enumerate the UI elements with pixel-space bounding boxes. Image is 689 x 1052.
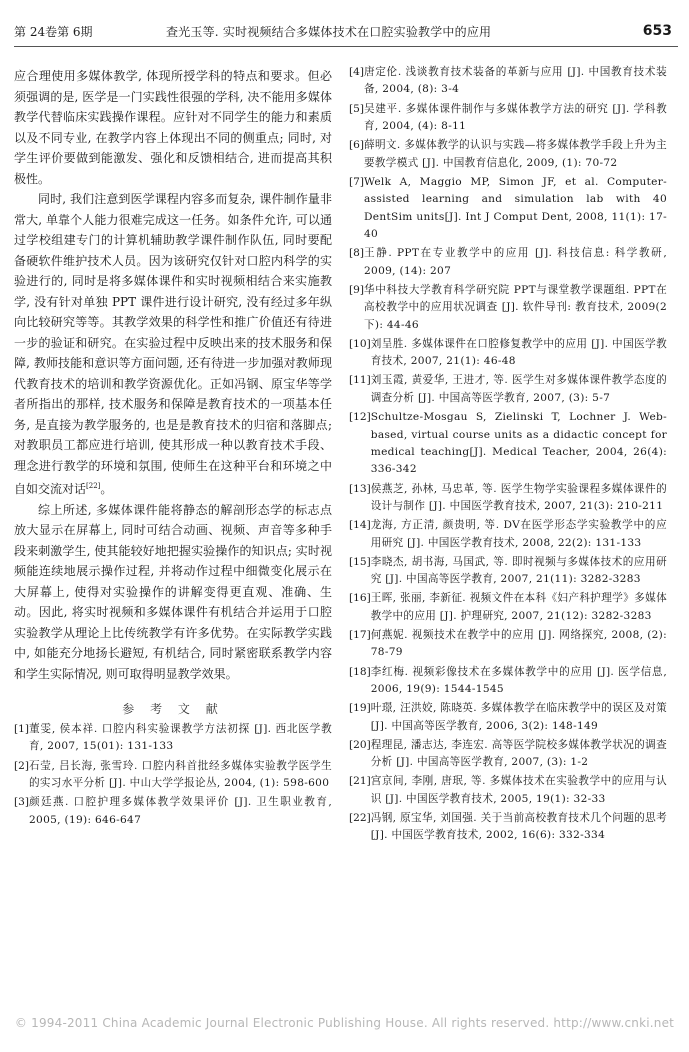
reference-number: [18] <box>349 665 371 678</box>
reference-item <box>349 517 667 552</box>
reference-item <box>349 409 667 479</box>
reference-item <box>349 664 667 699</box>
reference-number: [11] <box>349 374 371 387</box>
reference-text: 叶璟, 汪洪姣, 陈晓英. 多媒体教学在临床教学中的误区及对策 [J]. 中国高等医学教育, 2006, 3(2): 148-149 <box>370 702 667 732</box>
reference-number: [6] <box>349 139 365 152</box>
body-paragraph-2-text: 同时, 我们注意到医学课程内容多而复杂, 课件制作量非常大, 单靠个人能力很难完成这一任务。如条件允许, 可以通过学校组建专门的计算机辅助教学课件制作队伍, 同时要配备硬软件维护技术人员。因为该研究仅针对口腔内科学的实验进行的, 同时是将多媒体课件和实时视频相结合来实施教学, 没有针对单独 PPT 课件进行设计研究, 没有经过多年纵向比较研究等等。其教学效果的科学性和推广价值还有待进一步的验证和研究。在实验过程中反映出来的技术服务和保障, 教师技能和意识等方面问题, 还有待进一步加强对教师现代教育技术的培训和教学资源优化。正如冯钢、原宝华等学者所指出的那样, 技术服务和保障是教育技术的一项基本任务, 是直接为教学服务的, 也是是教育技术的归宿和落脚点; 对教职员工都应进行培训, 使其形成一种以教育技术手段、理念进行教学的环境和氛围, 使师生在这种平台和环境之中自如交流对话 <box>14 192 332 496</box>
reference-number: [8] <box>349 247 365 260</box>
reference-text: 薛明文. 多媒体教学的认识与实践—将多媒体教学手段上升为主要教学模式 [J]. 中国教育信息化, 2009, (1): 70-72 <box>364 139 667 169</box>
reference-number: [15] <box>349 555 371 568</box>
reference-text: Schultze-Mosgau S, Zielinski T, Lochner J. Web-based, virtual course units as a didactic concept for medical teaching[J]. Medical Teacher, 2004, 26(4): 336-342 <box>370 411 667 476</box>
reference-number: [1] <box>14 723 30 735</box>
reference-item <box>349 174 667 244</box>
reference-text: 华中科技大学教育科学研究院 PPT与课堂教学课题组. PPT在高校教学中的应用状况调查 [J]. 软件导刊: 教育技术, 2009(2下): 44-46 <box>364 283 667 331</box>
reference-number: [13] <box>349 482 371 495</box>
page-number: 653 <box>642 23 672 39</box>
body-paragraph-2 <box>14 189 332 500</box>
reference-item <box>349 101 667 136</box>
reference-text: 李晓杰, 胡书海, 马国武, 等. 即时视频与多媒体技术的应用研究 [J]. 中国高等医学教育, 2007, 21(11): 3282-3283 <box>370 555 667 586</box>
reference-number: [9] <box>349 283 365 296</box>
reference-item <box>349 137 667 172</box>
reference-text: 刘玉霞, 黄爱华, 王进才, 等. 医学生对多媒体课件教学态度的调查分析 [J]. 中国高等医学教育, 2007, (3): 5-7 <box>370 374 667 404</box>
body-paragraph-3: 综上所述, 多媒体课件能将静态的解剖形态学的标志点放大显示在屏幕上, 同时可结合动画、视频、声音等多种手段来刺激学生, 使其能较好地把握实验操作的知识点; 实时视频能连续地展示操作过程, 并将动作过程中细微变化展示在大屏幕上, 使得对实验操作的讲解变得更直观、准确、生动。因此, 将实时视频和多媒体课件有机结合并运用于口腔实验教学从理论上比传统教学有许多优势。在实际教学实践中, 如能充分地扬长避短, 有机结合, 同时紧密联系教学内容和学生实际情况, 则可取得明显教学效果。 <box>14 502 332 681</box>
reference-number: [17] <box>349 628 371 641</box>
reference-number: [19] <box>349 702 371 715</box>
reference-number: [10] <box>349 337 371 350</box>
running-header <box>14 22 678 47</box>
right-column <box>349 64 667 847</box>
reference-text: 颜廷燕. 口腔护理多媒体教学效果评价 [J]. 卫生职业教育, 2005, (19): 646-647 <box>29 796 332 826</box>
reference-item <box>349 64 667 99</box>
reference-number: [12] <box>349 411 371 424</box>
reference-text: 何燕妮. 视频技术在教学中的应用 [J]. 网络探究, 2008, (2): 78-79 <box>370 628 667 659</box>
reference-item <box>349 627 667 662</box>
reference-item <box>14 794 332 829</box>
reference-item <box>349 590 667 625</box>
reference-item <box>349 700 667 735</box>
reference-number: [2] <box>14 759 30 772</box>
reference-number: [20] <box>349 738 371 751</box>
reference-text: 冯钢, 原宝华, 刘国强. 关于当前高校教育技术几个问题的思考 [J]. 中国医学教育技术, 2002, 16(6): 332-334 <box>370 812 667 842</box>
reference-item <box>349 773 667 808</box>
reference-number: [7] <box>349 175 365 188</box>
reference-item <box>349 372 667 407</box>
reference-item <box>14 721 332 756</box>
reference-item <box>349 282 667 334</box>
copyright-footer: © 1994-2011 China Academic Journal Electronic Publishing House. All rights reserved. http://www.cnki.net <box>14 1016 675 1030</box>
reference-item <box>349 554 667 589</box>
reference-text: 石莹, 吕长海, 张雪玲. 口腔内科首批经多媒体实验教学医学生的实习水平分析 [J]. 中山大学学报论丛, 2004, (1): 598-600 <box>29 759 332 790</box>
reference-item <box>349 737 667 772</box>
reference-item <box>349 336 667 371</box>
paragraph-end-mark: 。 <box>100 482 113 496</box>
reference-number: [5] <box>349 102 365 115</box>
reference-text: 李红梅. 视频彩像技术在多媒体教学中的应用 [J]. 医学信息, 2006, 19(9): 1544-1545 <box>370 665 667 695</box>
journal-volume-issue: 第 24卷第 6期 <box>14 25 93 39</box>
reference-item <box>349 481 667 516</box>
reference-text: 程理昆, 潘志达, 李连宏. 高等医学院校多媒体教学状况的调查分析 [J]. 中国高等医学教育, 2007, (3): 1-2 <box>370 738 667 769</box>
reference-number: [4] <box>349 66 365 78</box>
left-column <box>14 66 332 831</box>
reference-number: [14] <box>349 519 371 532</box>
running-title: 查光玉等. 实时视频结合多媒体技术在口腔实验教学中的应用 <box>166 25 492 39</box>
reference-item <box>349 810 667 845</box>
reference-text: 宫京间, 李刚, 唐珉, 等. 多媒体技术在实验教学中的应用与认识 [J]. 中国医学教育技术, 2005, 19(1): 32-33 <box>370 775 667 805</box>
reference-text: 吴建平. 多媒体课件制作与多媒体教学方法的研究 [J]. 学科教育, 2004, (4): 8-11 <box>364 102 667 133</box>
reference-text: 王晖, 张丽, 李新征. 视频文件在本科《妇产科护理学》多媒体教学中的应用 [J]. 护理研究, 2007, 21(12): 3282-3283 <box>370 592 667 622</box>
body-paragraph-1: 应合理使用多媒体教学, 体现所授学科的特点和要求。但必须强调的是, 医学是一门实践性很强的学科, 决不能用多媒体教学代替临床实践操作课程。应针对不同学生的能力和素质以及不同专业, 在教学内容上体现出不同的侧重点; 同时, 对学生评价要做到能激发、强化和反馈相结合, 进而提高其积极性。 <box>14 69 332 186</box>
reference-number: [21] <box>349 775 371 788</box>
reference-text: 董雯, 侯本祥. 口腔内科实验课教学方法初探 [J]. 西北医学教育, 2007, 15(01): 131-133 <box>29 723 332 753</box>
reference-number: [3] <box>14 796 30 809</box>
reference-text: Welk A, Maggio MP, Simon JF, et al. Computer-assisted learning and simulation lab with 40 DentSim units[J]. Int J Comput Dent, 2008, 11(1): 17-40 <box>364 175 667 241</box>
reference-text: 龙海, 方正清, 颜贵明, 等. DV在医学形态学实验教学中的应用研究 [J]. 中国医学教育技术, 2008, 22(2): 131-133 <box>370 519 667 549</box>
reference-number: [22] <box>349 812 371 824</box>
reference-text: 唐定伦. 浅谈教育技术装备的革新与应用 [J]. 中国教育技术装备, 2004, (8): 3-4 <box>364 66 667 96</box>
reference-text: 刘呈胜. 多媒体课件在口腔修复教学中的应用 [J]. 中国医学教育技术, 2007, 21(1): 46-48 <box>370 337 667 368</box>
citation-mark: [22] <box>86 482 101 490</box>
reference-item <box>349 245 667 280</box>
reference-text: 侯燕芝, 孙林, 马忠革, 等. 医学生物学实验课程多媒体课件的设计与制作 [J]. 中国医学教育技术, 2007, 21(3): 210-211 <box>370 482 667 512</box>
reference-item <box>14 758 332 793</box>
references-heading: 参 考 文 献 <box>122 702 224 716</box>
reference-number: [16] <box>349 592 371 605</box>
reference-text: 王静. PPT在专业教学中的应用 [J]. 科技信息: 科学教研, 2009, (14): 207 <box>364 247 667 277</box>
